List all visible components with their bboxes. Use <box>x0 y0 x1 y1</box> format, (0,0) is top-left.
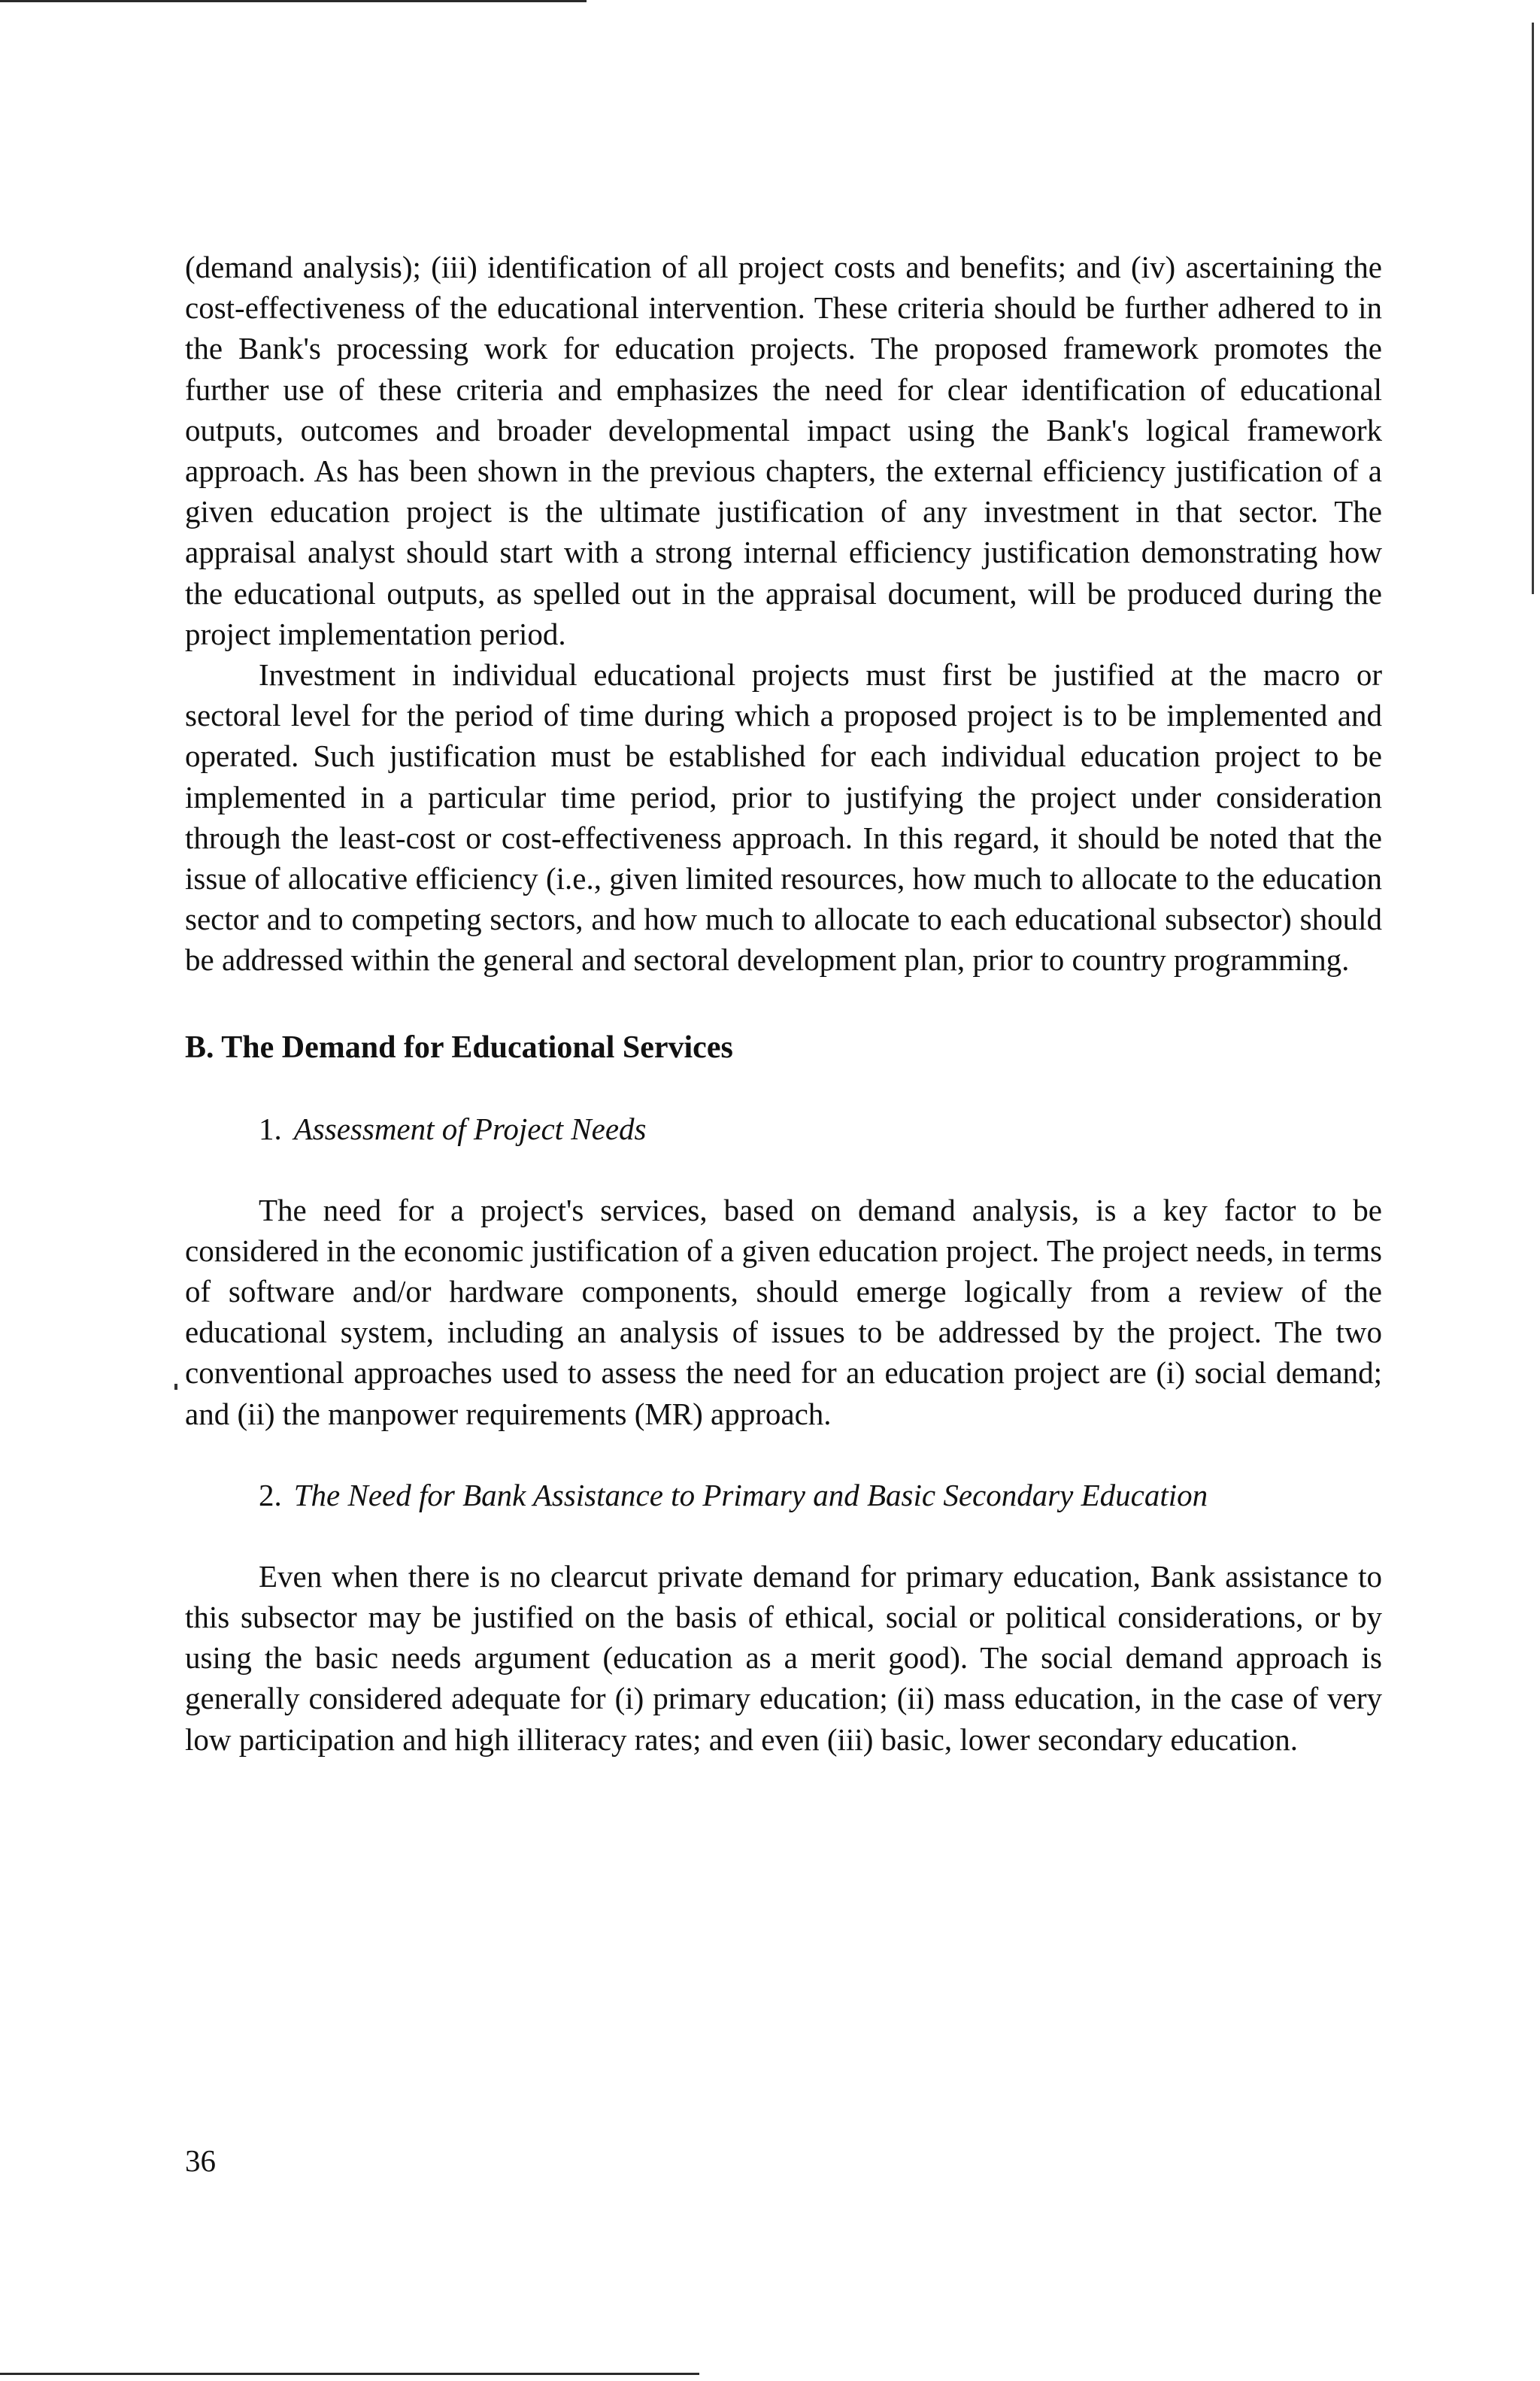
subsection-number-1: 1. <box>259 1111 282 1146</box>
subsection-number-2: 2. <box>259 1477 282 1512</box>
subsection-title-2: The Need for Bank Assistance to Primary and Basic Secondary Education <box>293 1477 1208 1512</box>
paragraph-project-needs: The need for a project's services, based on demand analysis, is a key factor to be considered in the economic justification of a given education project. The project needs, in terms of software and/or hardware components, should emerge logically from a review of the educational system, including an analysis of issues to be addressed by the project. The two conventional approaches used to assess the need for an education project are (i) social demand; and (ii) the manpower requirements (MR) approach. <box>185 1192 1382 1431</box>
subsection-heading-1 <box>185 1109 1382 1149</box>
scan-edge-right <box>1532 23 1534 594</box>
section-heading-b: B. The Demand for Educational Services <box>185 1030 733 1065</box>
subsection-heading-2 <box>185 1475 1382 1515</box>
scan-speck <box>174 1384 177 1390</box>
page-number: 36 <box>185 2143 216 2178</box>
subsection-title-1: Assessment of Project Needs <box>293 1111 647 1146</box>
paragraph-continuation: (demand analysis); (iii) identification of all project costs and benefits; and (iv) ascertaining the cost-effectiveness of the educational intervention. These criteria should be further adhered to in the Bank's processing work for education projects. The proposed framework promotes the further use of these criteria and emphasizes the need for clear identification of educational outputs, outcomes and broader developmental impact using the Bank's logical framework approach. As has been shown in the previous chapters, the external efficiency justification of a given education project is the ultimate justification of any investment in that sector. The appraisal analyst should start with a strong internal efficiency justification demonstrating how the educational outputs, as spelled out in the appraisal document, will be produced during the project implementation period. <box>185 250 1382 651</box>
scan-edge-bottom <box>0 2373 699 2375</box>
page-body <box>185 247 1382 1760</box>
paragraph-investment: Investment in individual educational projects must first be justified at the macro or sectoral level for the period of time during which a proposed project is to be implemented and operated. Such justification must be established for each individual education project to be implemented in a particular time period, prior to justifying the project under consideration through the least-cost or cost-effectiveness approach. In this regard, it should be noted that the issue of allocative efficiency (i.e., given limited resources, how much to allocate to the education sector and to competing sectors, and how much to allocate to each educational subsector) should be addressed within the general and sectoral development plan, prior to country programming. <box>185 657 1382 978</box>
scan-edge-top <box>0 0 587 2</box>
paragraph-bank-assistance: Even when there is no clearcut private demand for primary education, Bank assistance to this subsector may be justified on the basis of ethical, social or political considerations, or by using the basic needs argument (education as a merit good). The social demand approach is generally considered adequate for (i) primary education; (ii) mass education, in the case of very low participation and high illiteracy rates; and even (iii) basic, lower secondary education. <box>185 1558 1382 1757</box>
